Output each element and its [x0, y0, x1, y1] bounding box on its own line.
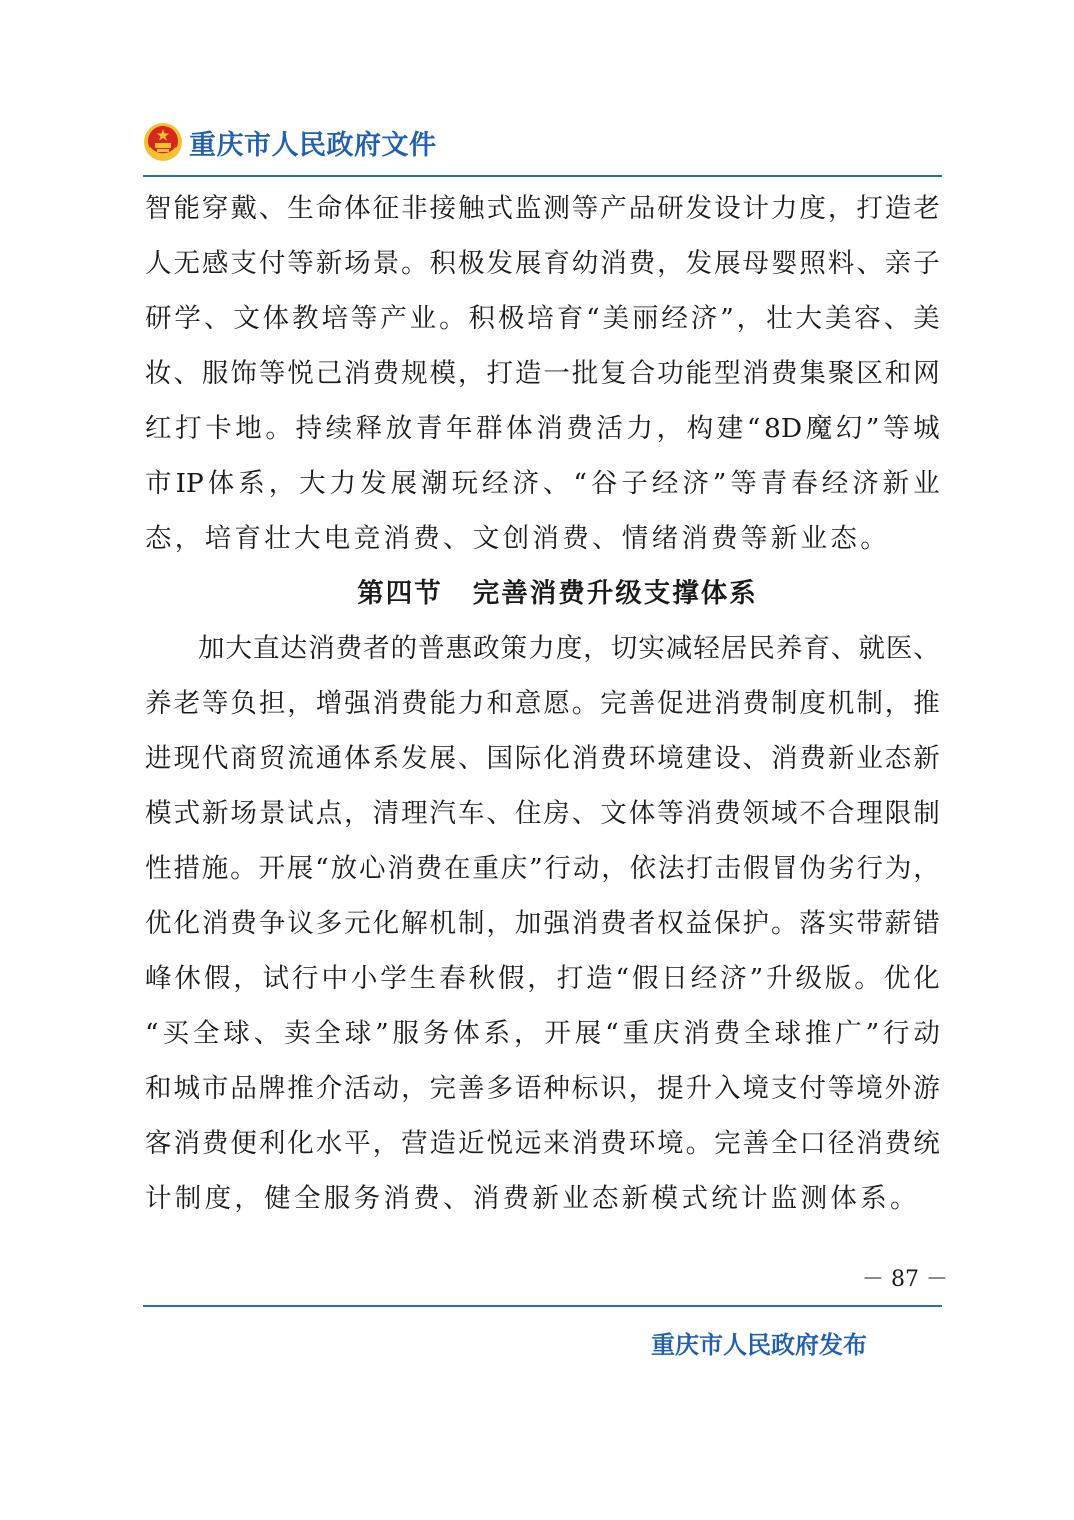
text-line: 峰 休 假 ， 试 行 中 小 学 生 春 秋 假 ， 打 造 “ 假 日 经 济 ” 升 级 版 。 优 化 — [145, 963, 940, 994]
section-name: 完善消费升级支撑体系 — [472, 578, 758, 609]
text-line: 态，培育壮大电竞消费、文创消费、情绪消费等新业态。 — [145, 523, 890, 554]
text-line: 研 学 、 文 体 教 培 等 产 业 。 积 极 培 育 “ 美 丽 经 济 ” ， 壮 大 美 容 、 美 — [145, 303, 940, 334]
text-line: 养 老 等 负 担 ， 增 强 消 费 能 力 和 意 愿 。 完 善 促 进 消 费 制 度 机 制 ， 推 — [145, 688, 940, 719]
footer-publisher: 重庆市人民政府发布 — [651, 1331, 867, 1359]
header-rule — [143, 175, 942, 177]
section-number: 第四节 — [357, 578, 443, 609]
text-line: 妆 、 服 饰 等 悦 己 消 费 规 模 ， 打 造 一 批 复 合 功 能 型 消 费 集 聚 区 和 网 — [145, 358, 940, 389]
text-line: 客 消 费 便 利 化 水 平 ， 营 造 近 悦 远 来 消 费 环 境 。 完 善 全 口 径 消 费 统 — [145, 1128, 940, 1159]
text-line: 和 城 市 品 牌 推 介 活 动 ， 完 善 多 语 种 标 识 ， 提 升 入 境 支 付 等 境 外 游 — [145, 1073, 940, 1104]
header-title: 重庆市人民政府文件 — [189, 129, 437, 161]
page-number: － 87 － — [862, 1267, 948, 1292]
text-line: “ 买 全 球 、 卖 全 球 ” 服 务 体 系 ， 开 展 “ 重 庆 消 费 全 球 推 广 ” 行 动 — [145, 1018, 940, 1049]
text-line: 市 IP 体 系 ， 大 力 发 展 潮 玩 经 济 、 “ 谷 子 经 济 ” 等 青 春 经 济 新 业 — [145, 468, 940, 499]
text-line: 性 措 施 。 开 展 “ 放 心 消 费 在 重 庆 ” 行 动 ， 依 法 打 击 假 冒 伪 劣 行 为 ， — [145, 853, 940, 884]
document-body — [145, 181, 940, 1226]
text-line: 进 现 代 商 贸 流 通 体 系 发 展 、 国 际 化 消 费 环 境 建 设 、 消 费 新 业 态 新 — [145, 743, 940, 774]
text-line: 红 打 卡 地 。 持 续 释 放 青 年 群 体 消 费 活 力 ， 构 建 “ 8D 魔 幻 ” 等 城 — [145, 413, 940, 444]
national-emblem-icon — [143, 122, 183, 162]
section-heading — [145, 566, 940, 621]
text-line: 优 化 消 费 争 议 多 元 化 解 机 制 ， 加 强 消 费 者 权 益 保 护 。 落 实 带 薪 错 — [145, 908, 940, 939]
document-header — [143, 122, 437, 162]
text-line: 人 无 感 支 付 等 新 场 景 。 积 极 发 展 育 幼 消 费 ， 发 展 母 婴 照 料 、 亲 子 — [145, 248, 940, 279]
text-line: 加 大 直 达 消 费 者 的 普 惠 政 策 力 度 ， 切 实 减 轻 居 民 养 育 、 就 医 、 — [198, 633, 940, 664]
footer-rule — [143, 1305, 942, 1307]
text-line: 计制度，健全服务消费、消费新业态新模式统计监测体系。 — [145, 1183, 920, 1214]
text-line: 模 式 新 场 景 试 点 ， 清 理 汽 车 、 住 房 、 文 体 等 消 费 领 域 不 合 理 限 制 — [145, 798, 940, 829]
text-line: 智 能 穿 戴 、 生 命 体 征 非 接 触 式 监 测 等 产 品 研 发 设 计 力 度 ， 打 造 老 — [145, 193, 940, 224]
